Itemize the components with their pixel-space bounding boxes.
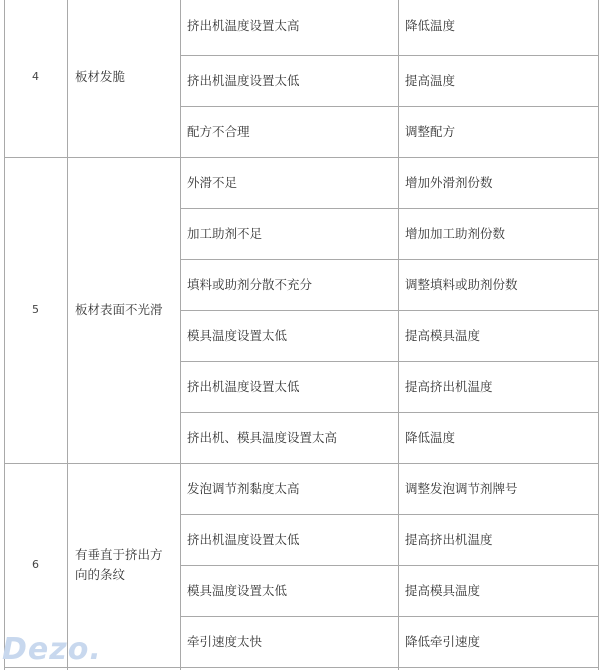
cause-cell: 模具温度设置太低 [187,327,288,343]
solution-cell: 降低温度 [405,17,456,33]
cause-cell: 配方不合理 [187,123,250,139]
solution-cell: 降低牵引速度 [405,633,481,649]
cause-cell: 外滑不足 [187,174,238,190]
row-number: 6 [32,558,39,571]
cause-cell: 加工助剂不足 [187,225,263,241]
solution-cell: 降低温度 [405,429,456,445]
group-divider [4,667,181,668]
solution-cell: 增加加工助剂份数 [405,225,506,241]
defect-name: 板材发脆 [75,68,126,84]
row-number: 5 [32,303,39,316]
table-vline [598,0,599,670]
row-number: 4 [32,69,39,83]
cause-cell: 挤出机温度设置太低 [187,72,300,88]
cause-cell: 填料或助剂分散不充分 [187,276,313,292]
solution-cell: 调整配方 [405,123,456,139]
cause-cell: 挤出机温度设置太低 [187,531,300,547]
cause-cell: 挤出机、模具温度设置太高 [187,429,338,445]
solution-cell: 提高挤出机温度 [405,531,493,547]
solution-cell: 调整填料或助剂份数 [405,276,518,292]
solution-cell: 增加外滑剂份数 [405,174,493,190]
watermark-logo: Dezo. [2,632,102,667]
cause-cell: 模具温度设置太低 [187,582,288,598]
cause-cell: 牵引速度太快 [187,633,263,649]
defect-name: 板材表面不光滑 [75,302,163,317]
cause-cell: 挤出机温度设置太高 [187,17,300,33]
solution-cell: 提高挤出机温度 [405,378,493,394]
solution-cell: 提高模具温度 [405,582,481,598]
defect-name: 有垂直于挤出方向的条纹 [75,547,163,582]
cause-cell: 发泡调节剂黏度太高 [187,480,300,496]
solution-cell: 提高温度 [405,72,456,88]
solution-cell: 调整发泡调节剂牌号 [405,480,518,496]
cause-cell: 挤出机温度设置太低 [187,378,300,394]
row-divider [180,667,599,668]
solution-cell: 提高模具温度 [405,327,481,343]
